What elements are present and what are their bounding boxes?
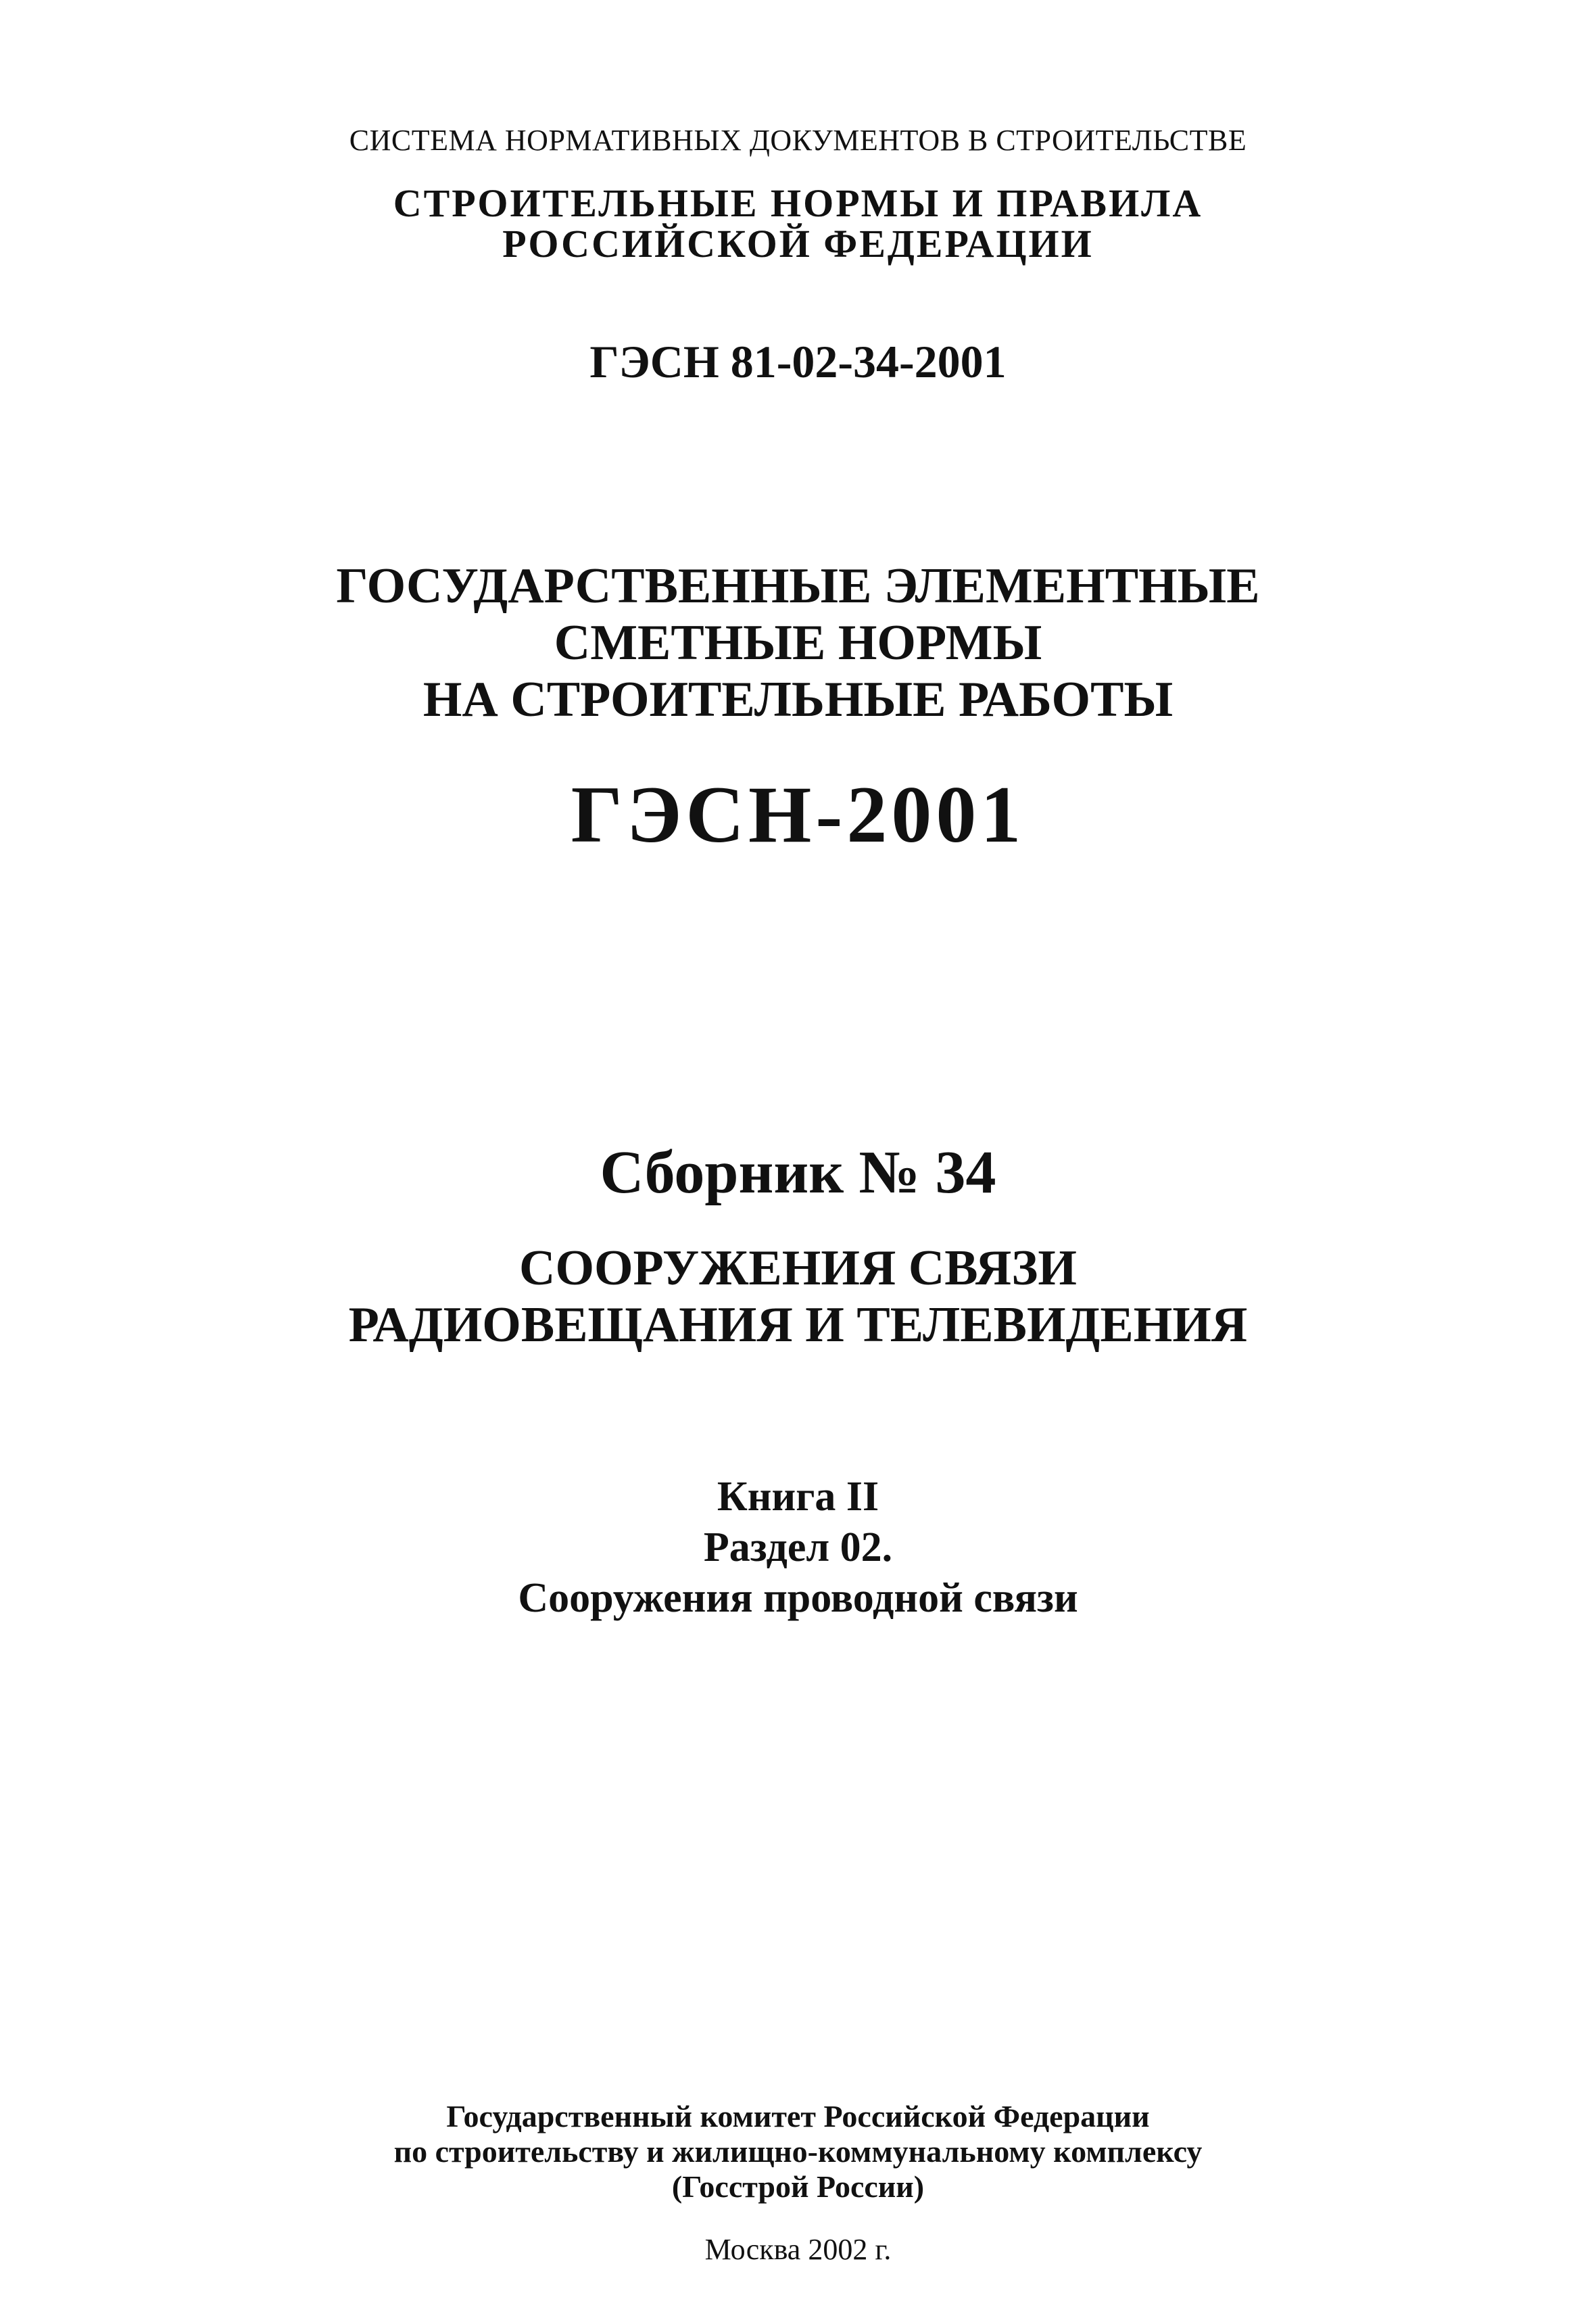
system-header: СИСТЕМА НОРМАТИВНЫХ ДОКУМЕНТОВ В СТРОИТЕЛЬСТВЕ (349, 124, 1247, 157)
document-code: ГЭСН 81-02-34-2001 (589, 336, 1007, 387)
main-title-short: ГЭСН-2001 (571, 769, 1025, 859)
section-label: Раздел 02. (703, 1524, 893, 1570)
publisher-line-3: (Госстрой России) (671, 2169, 925, 2204)
publisher-line-1: Государственный комитет Российской Федерации (446, 2099, 1150, 2133)
section-name: Сооружения проводной связи (518, 1575, 1078, 1621)
main-title-line-1: ГОСУДАРСТВЕННЫЕ ЭЛЕМЕНТНЫЕ (336, 558, 1260, 614)
snip-title-line-2: РОССИЙСКОЙ ФЕДЕРАЦИИ (502, 222, 1094, 266)
collection-number: Сборник № 34 (600, 1139, 996, 1206)
book-label: Книга II (717, 1474, 879, 1520)
collection-name-line-1: СООРУЖЕНИЯ СВЯЗИ (519, 1240, 1077, 1296)
snip-title-line-1: СТРОИТЕЛЬНЫЕ НОРМЫ И ПРАВИЛА (393, 181, 1203, 225)
publisher-line-2: по строительству и жилищно-коммунальному комплексу (393, 2134, 1203, 2169)
collection-name-line-2: РАДИОВЕЩАНИЯ И ТЕЛЕВИДЕНИЯ (348, 1297, 1248, 1353)
main-title-line-2: СМЕТНЫЕ НОРМЫ (554, 615, 1042, 671)
imprint: Москва 2002 г. (704, 2233, 892, 2266)
main-title-line-3: НА СТРОИТЕЛЬНЫЕ РАБОТЫ (422, 672, 1174, 727)
